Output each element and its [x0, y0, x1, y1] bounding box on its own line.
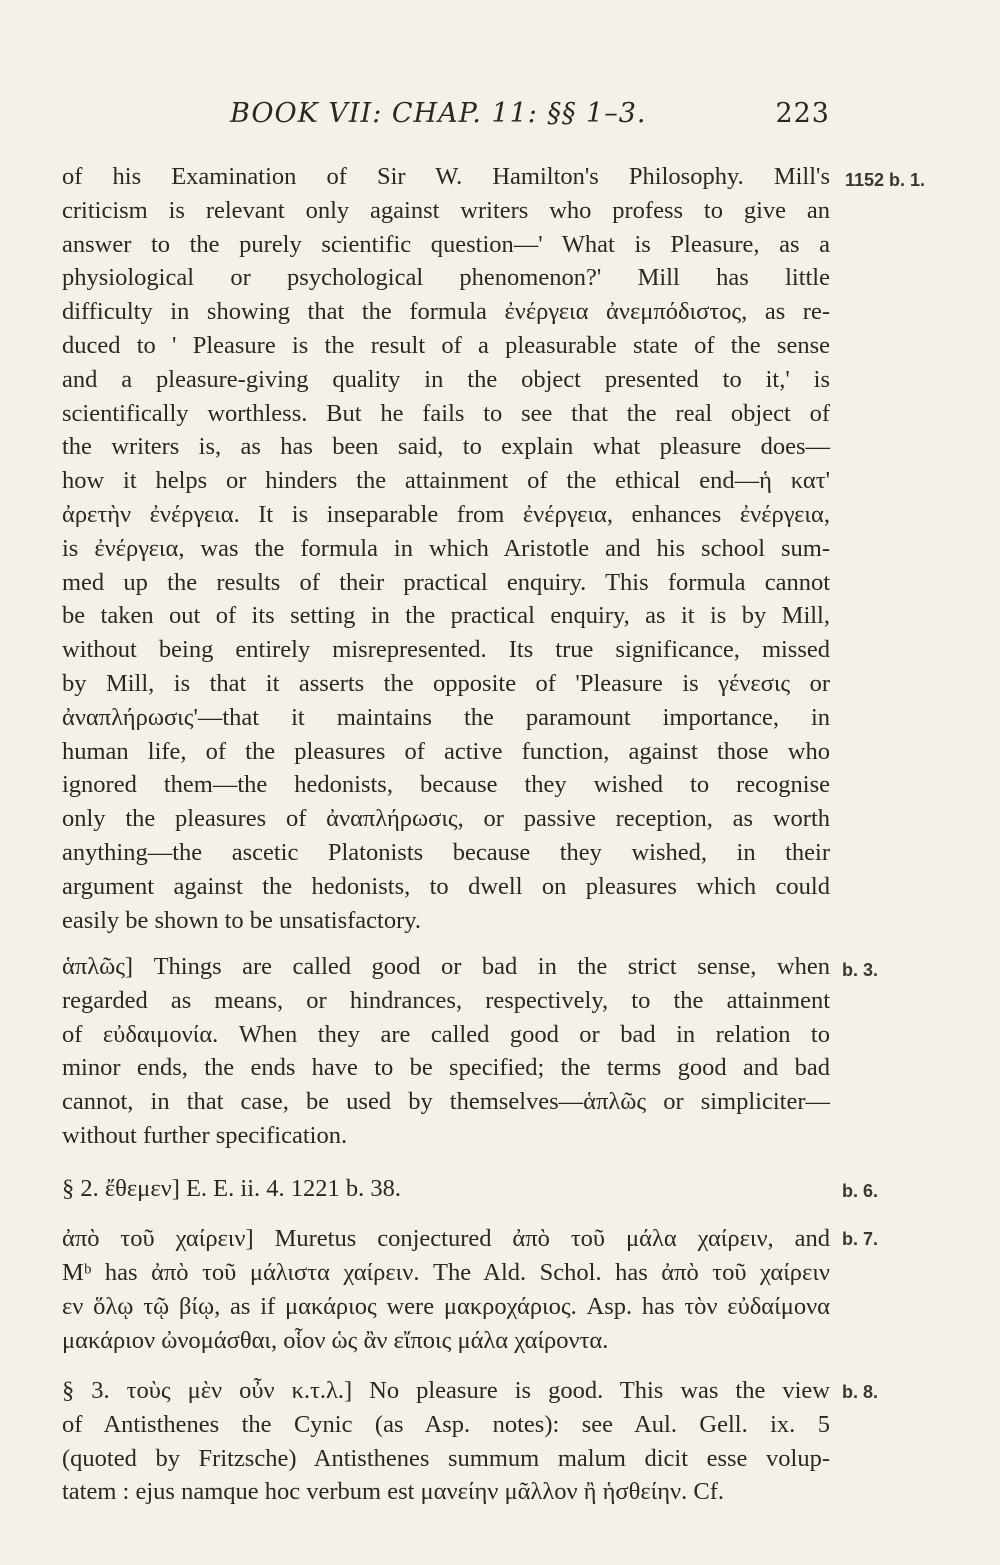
text-line: tatem : ejus namque hoc verbum est μανείην μᾶλλον ἢ ἡσθείην. Cf.	[62, 1478, 725, 1506]
paragraph-apo-tou-chairein	[62, 1222, 830, 1358]
paragraph-tous-men-oun	[62, 1374, 830, 1509]
text-line: εν ὅλῳ τῷ βίῳ, as if μακάριος were μακροχάριος. Asp. has τὸν εὐδαίμονα	[62, 1293, 830, 1320]
margin-note: 1152 b. 1.	[845, 170, 926, 190]
text-line: by Mill, is that it asserts the opposite of 'Pleasure is γένεσις or	[62, 669, 830, 697]
text-line: anything—the ascetic Platonists because they wished, in their	[62, 838, 830, 866]
running-header	[230, 98, 830, 129]
text-line: of Antisthenes the Cynic (as Asp. notes): see Aul. Gell. ix. 5	[62, 1410, 830, 1438]
margin-note: b. 8.	[842, 1382, 879, 1402]
header-title: BOOK VII: CHAP. 11: §§ 1–3.	[230, 98, 647, 129]
text-line: be taken out of its setting in the practical enquiry, as it is by Mill,	[62, 602, 830, 630]
text-line: physiological or psychological phenomenon?' Mill has little	[62, 264, 830, 292]
text-line: (quoted by Fritzsche) Antisthenes summum malum dicit esse volup-	[62, 1444, 830, 1472]
text-line: cannot, in that case, be used by themselves—ἁπλῶς or simpliciter—	[62, 1088, 830, 1116]
text-line: is ἐνέργεια, was the formula in which Aristotle and his school sum-	[62, 534, 830, 562]
text-line: difficulty in showing that the formula ἐνέργεια ἀνεμπόδιστος, as re-	[62, 298, 830, 326]
text-line: μακάριον ὠνομάσθαι, οἷον ὡς ἂν εἴποις μάλα χαίροντα.	[62, 1327, 609, 1354]
text-line: duced to ' Pleasure is the result of a pleasurable state of the sense	[62, 331, 830, 359]
text-line: argument against the hedonists, to dwell on pleasures which could	[62, 872, 830, 900]
text-line: without further specification.	[62, 1121, 348, 1149]
text-line: ἁπλῶς] Things are called good or bad in the strict sense, when	[62, 953, 830, 980]
paragraph-ethemen	[62, 1172, 830, 1206]
text-line: med up the results of their practical enquiry. This formula cannot	[62, 568, 830, 596]
margin-note: b. 7.	[842, 1229, 879, 1249]
text-line: § 2. ἔθεμεν] E. E. ii. 4. 1221 b. 38.	[62, 1175, 402, 1202]
text-line: scientifically worthless. But he fails to see that the real object of	[62, 399, 830, 427]
text-line: answer to the purely scientific question—' What is Pleasure, as a	[62, 230, 830, 258]
text-line: only the pleasures of ἀναπλήρωσις, or passive reception, as worth	[62, 805, 830, 833]
text-line: ἀρετὴν ἐνέργεια. It is inseparable from ἐνέργεια, enhances ἐνέργεια,	[62, 500, 830, 528]
page-number: 223	[775, 98, 830, 129]
paragraph-mill-criticism	[62, 160, 830, 937]
paragraph-haplos	[62, 950, 830, 1153]
text-line: ἀναπλήρωσις'—that it maintains the paramount importance, in	[62, 703, 830, 731]
margin-note: b. 3.	[842, 960, 879, 980]
text-line: ignored them—the hedonists, because they wished to recognise	[62, 771, 830, 799]
text-line: without being entirely misrepresented. Its true significance, missed	[62, 636, 830, 664]
text-line: and a pleasure-giving quality in the object presented to it,' is	[62, 365, 830, 393]
text-line: minor ends, the ends have to be specified; the terms good and bad	[62, 1054, 830, 1082]
text-line: the writers is, as has been said, to explain what pleasure does—	[62, 433, 830, 461]
text-line: easily be shown to be unsatisfactory.	[62, 906, 422, 934]
text-line: of his Examination of Sir W. Hamilton's Philosophy. Mill's	[62, 163, 830, 190]
text-line: criticism is relevant only against writers who profess to give an	[62, 196, 830, 224]
text-line: of εὐδαιμονία. When they are called good or bad in relation to	[62, 1020, 830, 1048]
text-line: ἀπὸ τοῦ χαίρειν] Muretus conjectured ἀπὸ τοῦ μάλα χαίρειν, and	[62, 1225, 830, 1252]
text-line: human life, of the pleasures of active function, against those who	[62, 737, 830, 765]
text-line: Mᵇ has ἀπὸ τοῦ μάλιστα χαίρειν. The Ald. Schol. has ἀπὸ τοῦ χαίρειν	[62, 1259, 830, 1286]
margin-note: b. 6.	[842, 1181, 879, 1201]
text-line: how it helps or hinders the attainment of the ethical end—ἡ κατ'	[62, 467, 830, 495]
text-line: § 3. τοὺς μὲν οὖν κ.τ.λ.] No pleasure is good. This was the view	[62, 1377, 830, 1404]
text-line: regarded as means, or hindrances, respectively, to the attainment	[62, 986, 830, 1014]
